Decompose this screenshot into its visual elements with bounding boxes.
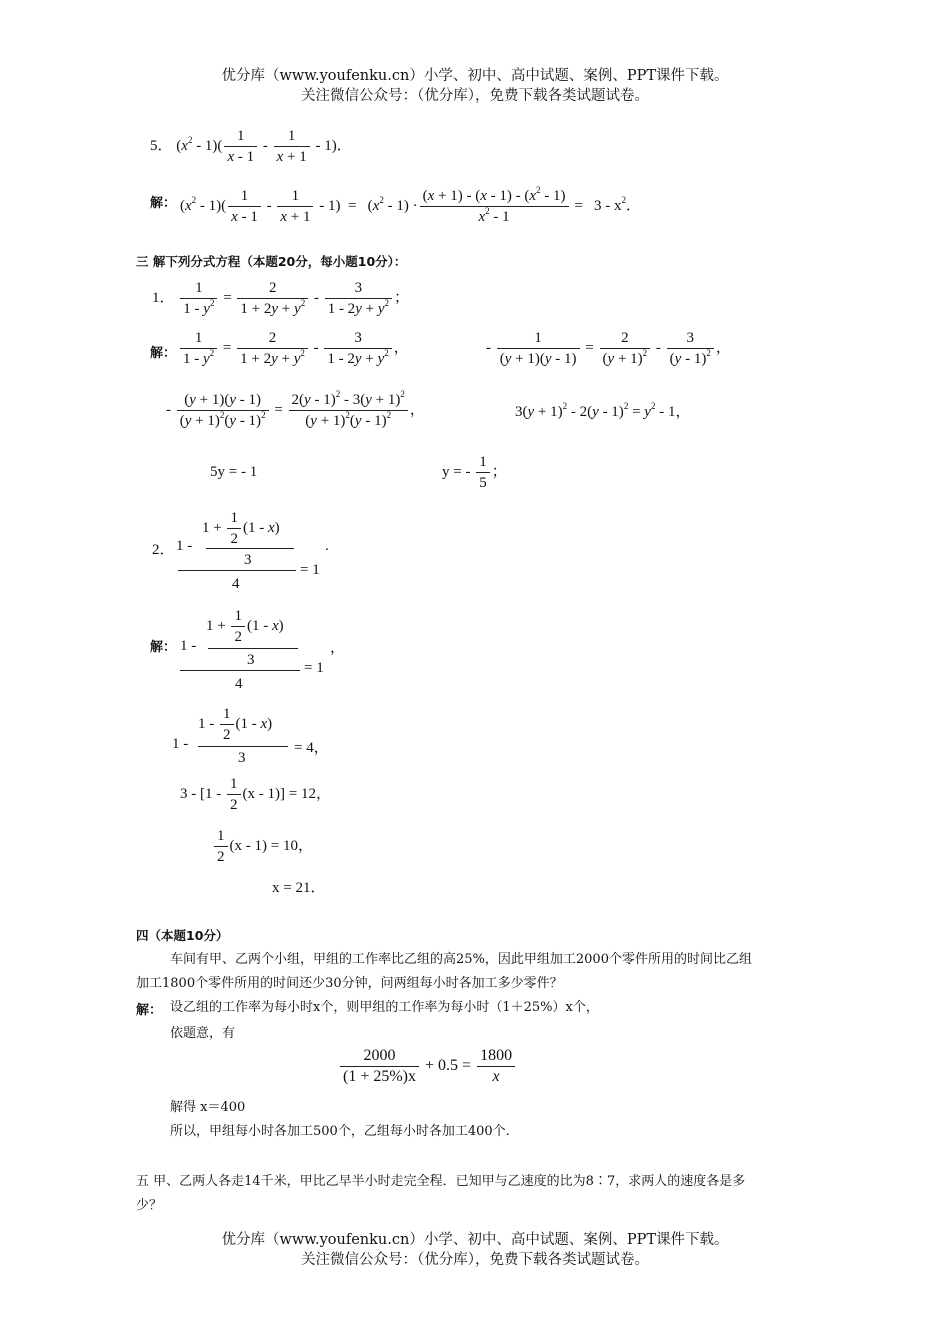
section-5-line-2: 少？: [136, 1198, 163, 1213]
q2-sol-three: 3: [247, 652, 255, 668]
question-1-step-3b: y = - $\frac{1}{5}$ ；: [442, 454, 507, 491]
problem-5-result: 3 - x: [594, 197, 622, 214]
problem-5-solution-label: 解：: [150, 196, 177, 211]
section-4-solution-label: 解：: [136, 1003, 163, 1018]
q2-sol-bar-2: [180, 670, 300, 671]
question-1-step-3a: 5y = - 1: [210, 464, 258, 480]
q2-bar-2: [178, 570, 296, 571]
problem-5-expression: 5． $(x^2 - 1)$( $\frac{1}{x - 1}$ - $\frac{1}{x + 1}$ - 1)．: [150, 128, 352, 165]
q2-period: .: [325, 538, 329, 554]
q2-step-1-inner: 1 - $\frac{1}{2}$ (1 - x): [198, 706, 273, 743]
q2-one-minus: 1 -: [176, 538, 193, 554]
q2-step-1-three: 3: [238, 750, 246, 766]
question-1-step-2: - $\frac{(y + 1)(y - 1)}{(y + 1)^2(y - 1)^2}$ = $\frac{2(y - 1)^2 - 3(y + 1)^2}{(y + 1)^2(y - 1)^2}$ ，: [166, 389, 425, 429]
eq-numerator-2: 1800: [477, 1046, 515, 1067]
question-2-solution-label: 解：: [150, 640, 177, 655]
q2-step-1-equals: = 4，: [294, 740, 329, 756]
q2-bar-1: [206, 548, 294, 549]
q2-step-1-bar: [198, 746, 288, 747]
q2-sol-inner: 1 + $\frac{1}{2}$ (1 - x): [206, 608, 284, 645]
question-1-answer-prefix: y = -: [442, 463, 471, 480]
problem-5-solution: $(x^2 - 1)$( $\frac{1}{x - 1}$ - $\frac{1}{x + 1}$ - $1) = (x^2 - 1)$ · $\frac{(x + 1) - (x - 1) - (x^2 - 1)}{x^2 - 1}$ = $3 - x^2$．: [180, 185, 642, 225]
q2-step-1-one-minus: 1 -: [172, 736, 189, 752]
q2-equals-one: = 1: [300, 562, 320, 578]
footer-line-1: 优分库（www.youfenku.cn）小学、初中、高中试题、案例、PPT课件下载。: [221, 1232, 729, 1248]
q2-sol-four: 4: [235, 676, 243, 692]
q2-step-3: $\frac{1}{2}$ (x - 1) = 10，: [212, 826, 313, 867]
q2-four: 4: [232, 576, 240, 592]
header-line-2: 关注微信公众号：（优分库），免费下载各类试题试卷。: [301, 88, 649, 104]
section-4-solution-line-2: 依题意，有: [170, 1026, 236, 1041]
eq-denominator-1: (1 + 25%)x: [343, 1068, 417, 1085]
eq-denominator-2: x: [492, 1068, 500, 1085]
q2-inner: 1 + $\frac{1}{2}$ (1 - x): [202, 510, 280, 547]
q2-step-4: x = 21．: [272, 880, 326, 896]
q2-step-3-tail: (x - 1) = 10，: [229, 837, 313, 854]
q2-step-2-tail: (x - 1)] = 12，: [242, 785, 331, 802]
section-4-problem-line-2: 加工1800个零件所用的时间还少30分钟，问两组每小时各加工多少零件？: [136, 976, 563, 991]
problem-5-number: 5．: [150, 137, 173, 154]
eq-middle: + 0.5 =: [425, 1057, 472, 1075]
section-5-line-1: 五 甲、乙两人各走14千米，甲比乙早半小时走完全程．已知甲与乙速度的比为8∶7，求两人的速度各是多: [136, 1174, 746, 1189]
q2-three: 3: [244, 552, 252, 568]
q2-sol-bar-1: [208, 648, 298, 649]
section-4-title: 四（本题10分）: [136, 928, 229, 943]
question-1-step-2b: $3(y + 1)^2 - 2(y - 1)^2 = y^2 - 1$，: [515, 401, 691, 420]
q2-sol-one-minus: 1 -: [180, 638, 197, 654]
section-4-equation: [338, 1046, 517, 1087]
question-2-number: 2．: [152, 542, 175, 558]
question-1-step-1: $\frac{1}{1 - y^2}$ = $\frac{2}{1 + 2y + y^2}$ - $\frac{3}{1 - 2y + y^2}$ ，: [178, 328, 409, 369]
question-1-step-1b: - $\frac{1}{(y + 1)(y - 1)}$ = $\frac{2}{(y + 1)^2}$ - $\frac{3}{(y - 1)^2}$ ，: [486, 330, 731, 367]
section-4-solution-line-4: 所以，甲组每小时各加工500个，乙组每小时各加工400个.: [170, 1124, 510, 1139]
section-4-problem-line-1: 车间有甲、乙两个小组，甲组的工作率比乙组的高25%，因此甲组加工2000个零件所用的时间比乙组: [170, 952, 752, 967]
section-4-solution-line-3: 解得 x＝400: [170, 1100, 246, 1115]
header-line-1: 优分库（www.youfenku.cn）小学、初中、高中试题、案例、PPT课件下载。: [221, 68, 729, 84]
q2-sol-equals-one: = 1: [304, 660, 324, 676]
question-1-number: 1．: [152, 289, 175, 306]
footer-line-2: 关注微信公众号：（优分库），免费下载各类试题试卷。: [301, 1252, 649, 1268]
q2-sol-comma: ，: [330, 640, 346, 656]
eq-numerator-1: 2000: [340, 1046, 419, 1067]
q2-step-2-head: 3 - [1 -: [180, 785, 222, 802]
q2-step-2: 3 - [1 - $\frac{1}{2}$ (x - 1)] = 12，: [180, 776, 331, 813]
question-1-solution-label: 解：: [150, 346, 177, 361]
section-3-title: 三 解下列分式方程（本题20分，每小题10分）：: [136, 254, 407, 269]
section-4-solution-line-1: 设乙组的工作率为每小时x个，则甲组的工作率为每小时（1＋25%）x个，: [170, 1000, 599, 1015]
question-1-equation: 1． $\frac{1}{1 - y^2}$ = $\frac{2}{1 + 2y + y^2}$ - $\frac{3}{1 - 2y + y^2}$ ；: [152, 280, 410, 317]
